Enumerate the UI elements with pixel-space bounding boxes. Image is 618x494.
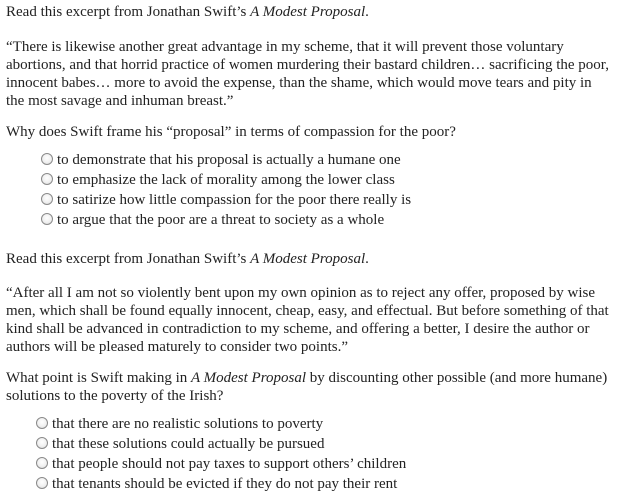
- radio-button[interactable]: [36, 417, 48, 429]
- work-title: A Modest Proposal: [191, 370, 306, 386]
- question-2-intro: Read this excerpt from Jonathan Swift’s A Modest Proposal.: [6, 251, 369, 267]
- radio-button[interactable]: [41, 193, 53, 205]
- question-2-excerpt: “After all I am not so violently bent upon my own opinion as to reject any offer, proposed by wise men, which shall be found equally innocent, cheap, easy, and effectual. But before something of that kind shall be advanced in contradiction to my scheme, and offering a better, I desire the author or authors will be pleased maturely to consider two points.”: [6, 285, 609, 355]
- question-2-prompt: What point is Swift making in A Modest Proposal by discounting other possible (and more humane) solutions to the poverty of the Irish?: [6, 370, 608, 404]
- question-1-prompt: Why does Swift frame his “proposal” in terms of compassion for the poor?: [6, 124, 456, 140]
- radio-button[interactable]: [41, 153, 53, 165]
- work-title: A Modest Proposal: [250, 4, 366, 20]
- choice-label: that people should not pay taxes to support others’ children: [52, 456, 407, 472]
- choice-label: that these solutions could actually be pursued: [52, 436, 325, 452]
- radio-button[interactable]: [36, 457, 48, 469]
- choice-label: that there are no realistic solutions to poverty: [52, 416, 324, 432]
- question-2-choice-4[interactable]: [36, 474, 406, 494]
- radio-button[interactable]: [36, 477, 48, 489]
- radio-button[interactable]: [41, 173, 53, 185]
- question-1-choice-1[interactable]: [41, 150, 411, 170]
- radio-button[interactable]: [41, 213, 53, 225]
- question-2-choice-2[interactable]: [36, 434, 406, 454]
- work-title: A Modest Proposal: [250, 251, 366, 267]
- choice-label: to satirize how little compassion for the poor there really is: [57, 192, 412, 208]
- question-2-choice-1[interactable]: [36, 414, 406, 434]
- question-1-choice-4[interactable]: [41, 210, 411, 230]
- question-1-intro: Read this excerpt from Jonathan Swift’s A Modest Proposal.: [6, 4, 369, 20]
- choice-label: to demonstrate that his proposal is actually a humane one: [57, 152, 401, 168]
- question-2-answer-choices: [36, 414, 406, 494]
- radio-button[interactable]: [36, 437, 48, 449]
- question-1-answer-choices: [41, 150, 411, 230]
- choice-label: to emphasize the lack of morality among the lower class: [57, 172, 395, 188]
- question-1-choice-3[interactable]: [41, 190, 411, 210]
- choice-label: to argue that the poor are a threat to society as a whole: [57, 212, 385, 228]
- question-1-excerpt: “There is likewise another great advantage in my scheme, that it will prevent those voluntary abortions, and that horrid practice of women murdering their bastard children… sacrificing the poor, innocent babes… more to avoid the expense, than the shame, which would move tears and pity in the most savage and inhuman breast.”: [6, 39, 609, 109]
- choice-label: that tenants should be evicted if they do not pay their rent: [52, 476, 398, 492]
- question-1-choice-2[interactable]: [41, 170, 411, 190]
- question-2-choice-3[interactable]: [36, 454, 406, 474]
